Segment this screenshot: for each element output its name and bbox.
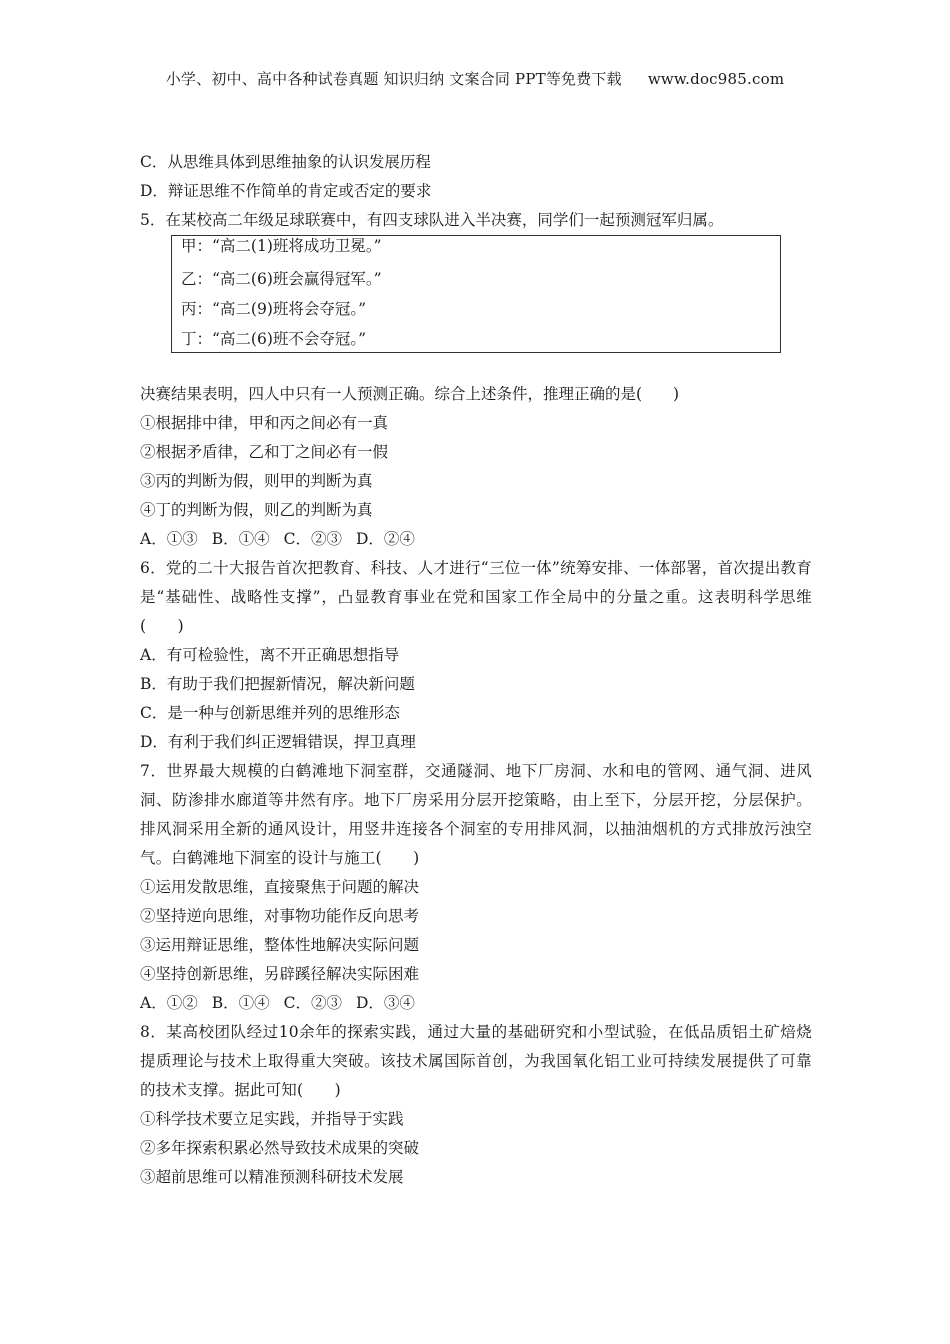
q5-choice-d: D．②④	[355, 530, 415, 548]
q6-option-a: A．有可检验性，离不开正确思想指导	[140, 646, 400, 664]
q5-box-line: 丁：“高二(6)班不会夺冠。”	[181, 330, 367, 348]
q4-option-c: C．从思维具体到思维抽象的认识发展历程	[140, 153, 431, 171]
q5-choice-c: C．②③	[283, 530, 342, 548]
q7-choice-c: C．②③	[283, 994, 342, 1012]
q7-item: ②坚持逆向思维，对事物功能作反向思考	[140, 907, 420, 925]
q6-option-b: B．有助于我们把握新情况，解决新问题	[140, 675, 415, 693]
header-text: 小学、初中、高中各种试卷真题 知识归纳 文案合同 PPT等免费下载	[165, 70, 622, 88]
q5-prediction-box	[171, 235, 781, 353]
q8-stem: 8．某高校团队经过10余年的探索实践，通过大量的基础研究和小型试验，在低品质铝土矿焙烧提质理论与技术上取得重大突破。该技术属国际首创，为我国氧化铝工业可持续发展提供了可靠的技术支撑。据此可知( )	[140, 1023, 812, 1099]
q8-item: ①科学技术要立足实践，并指导于实践	[140, 1110, 404, 1128]
q7-choice-b: B．①④	[211, 994, 270, 1012]
q5-box-line: 丙：“高二(9)班将会夺冠。”	[181, 300, 367, 318]
q5-box-line: 乙：“高二(6)班会赢得冠军。”	[181, 270, 382, 288]
page-header	[0, 68, 950, 89]
q5-item: ④丁的判断为假，则乙的判断为真	[140, 501, 373, 519]
q7-choices	[140, 989, 812, 1018]
q7-item: ③运用辩证思维，整体性地解决实际问题	[140, 936, 420, 954]
q5-item: ①根据排中律，甲和丙之间必有一真	[140, 414, 389, 432]
q8-item: ②多年探索积累必然导致技术成果的突破	[140, 1139, 420, 1157]
q5-choice-b: B．①④	[211, 530, 270, 548]
q4-option-d: D．辩证思维不作简单的肯定或否定的要求	[140, 182, 432, 200]
document-body	[140, 148, 812, 1192]
q7-item: ④坚持创新思维，另辟蹊径解决实际困难	[140, 965, 420, 983]
q7-choice-a: A．①②	[140, 994, 198, 1012]
q7-choice-d: D．③④	[355, 994, 415, 1012]
q7-item: ①运用发散思维，直接聚焦于问题的解决	[140, 878, 420, 896]
header-site: www.doc985.com	[647, 70, 785, 88]
q5-stem: 5．在某校高二年级足球联赛中，有四支球队进入半决赛，同学们一起预测冠军归属。	[140, 211, 724, 229]
q6-option-c: C．是一种与创新思维并列的思维形态	[140, 704, 400, 722]
q8-item: ③超前思维可以精准预测科研技术发展	[140, 1168, 404, 1186]
q5-item: ②根据矛盾律，乙和丁之间必有一假	[140, 443, 389, 461]
q5-item: ③丙的判断为假，则甲的判断为真	[140, 472, 373, 490]
spacer	[140, 358, 812, 380]
q5-choices	[140, 525, 812, 554]
q6-option-d: D．有利于我们纠正逻辑错误，捍卫真理	[140, 733, 416, 751]
q7-stem: 7．世界最大规模的白鹤滩地下洞室群，交通隧洞、地下厂房洞、水和电的管网、通气洞、进风洞、防渗排水廊道等井然有序。地下厂房采用分层开挖策略，由上至下，分层开挖，分层保护。排风洞采用全新的通风设计，用竖井连接各个洞室的专用排风洞，以抽油烟机的方式排放污浊空气。白鹤滩地下洞室的设计与施工( )	[140, 762, 812, 867]
q5-choice-a: A．①③	[140, 530, 198, 548]
q5-box-line: 甲：“高二(1)班将成功卫冕。”	[181, 237, 382, 255]
q6-stem: 6．党的二十大报告首次把教育、科技、人才进行“三位一体”统筹安排、一体部署，首次提出教育是“基础性、战略性支撑”，凸显教育事业在党和国家工作全局中的分量之重。这表明科学思维( )	[140, 559, 812, 635]
q5-question: 决赛结果表明，四人中只有一人预测正确。综合上述条件，推理正确的是( )	[140, 385, 680, 403]
